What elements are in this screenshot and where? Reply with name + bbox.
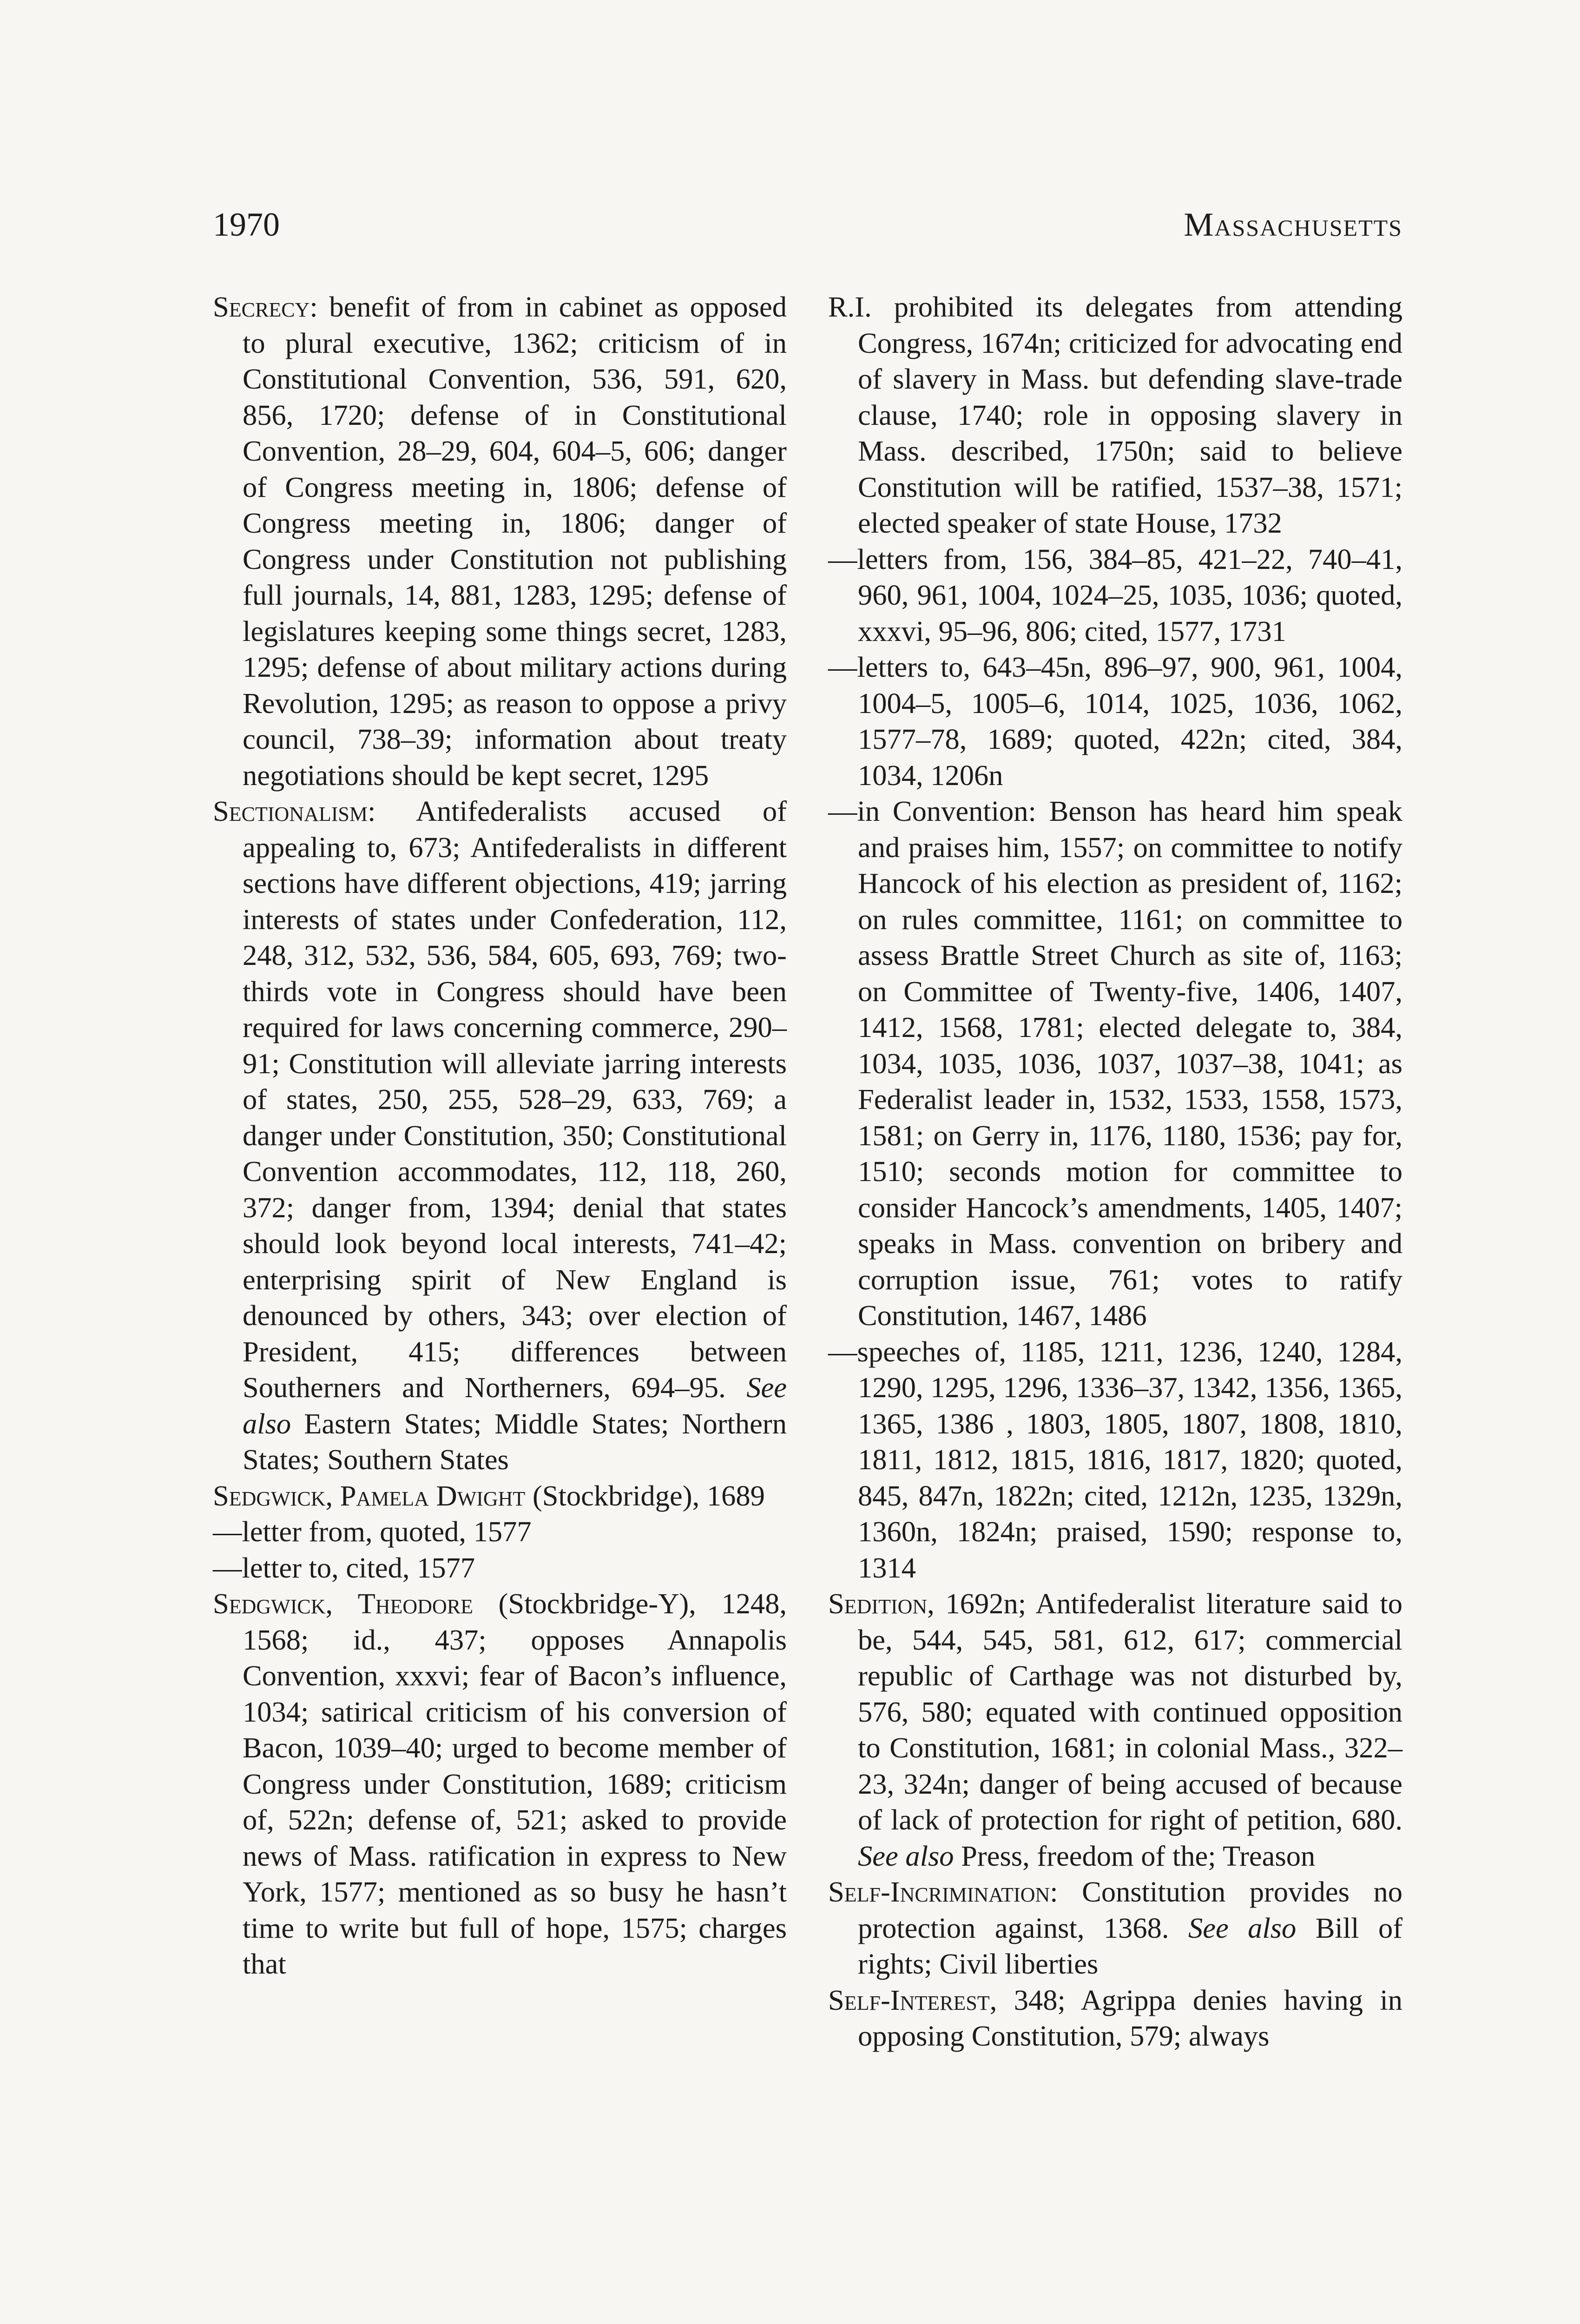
section-title: Massachusetts xyxy=(1184,206,1402,243)
index-subentry: —letter to, cited, 1577 xyxy=(213,1551,475,1584)
entry-headword: Self-Incrimination xyxy=(828,1875,1050,1908)
entry-headword: Secrecy xyxy=(213,290,310,323)
index-entry-secrecy xyxy=(213,289,787,793)
entry-text: , 348; Agrippa denies having in opposing Constitution, 579; always xyxy=(858,1983,1402,2052)
entry-headword: Sedgwick, Pamela Dwight xyxy=(213,1479,526,1512)
entry-headword: Self-Interest xyxy=(828,1983,990,2016)
page-number: 1970 xyxy=(213,206,280,243)
index-subentry-in-convention: —in Convention: Benson has heard him speak and praises him, 1557; on committee to notify Hancock of his election as president of, 1162; on rules committee, 1161; on committee to assess Brattle Street Church as site of, 1163; on Committee of Twenty-five, 1406, 1407, 1412, 1568, 1781; elected delegate to, 384, 1034, 1035, 1036, 1037, 1037–38, 1041; as Federalist leader in, 1532, 1533, 1558, 1573, 1581; on Gerry in, 1176, 1180, 1536; pay for, 1510; seconds motion for committee to consider Hancock’s amendments, 1405, 1407; speaks in Mass. convention on bribery and corruption issue, 761; votes to ratify Constitution, 1467, 1486 xyxy=(828,795,1402,1332)
index-entry-sectionalism xyxy=(213,793,787,1478)
see-also-text: Eastern States; Middle States; Northern States; Southern States xyxy=(243,1407,787,1476)
index-entry-sedition xyxy=(828,1586,1402,1874)
index-subentry-letters-to: —letters to, 643–45n, 896–97, 900, 961, 1004, 1004–5, 1005–6, 1014, 1025, 1036, 1062, 1577–78, 1689; quoted, 422n; cited, 384, 1034, 1206n xyxy=(828,651,1402,792)
left-column xyxy=(213,289,787,1982)
index-subentry-letters-from: —letters from, 156, 384–85, 421–22, 740–41, 960, 961, 1004, 1024–25, 1035, 1036; quoted, xxxvi, 95–96, 806; cited, 1577, 1731 xyxy=(828,542,1402,647)
entry-text: , 1692n; Antifederalist literature said to be, 544, 545, 581, 612, 617; commercial republic of Carthage was not disturbed by, 576, 580; equated with continued opposition to Constitution, 1681; in colonial Mass., 322–23, 324n; danger of being accused of because of lack of protection for right of petition, 680. xyxy=(858,1587,1402,1836)
entry-headword: Sedition xyxy=(828,1587,928,1620)
see-also-label: See also xyxy=(1188,1911,1297,1944)
see-also-label: See also xyxy=(243,1371,787,1440)
index-entry-sedgwick-pamela xyxy=(213,1478,787,1514)
right-column xyxy=(828,289,1402,2054)
entry-headword: Sedgwick, Theodore xyxy=(213,1587,473,1620)
index-entry-self-incrimination xyxy=(828,1874,1402,1982)
entry-text: : Antifederalists accused of appealing to, 673; Antifederalists in different sections have different objections, 419; jarring interests of states under Confederation, 112, 248, 312, 532, 536, 584, 605, 693, 769; two-thirds vote in Congress should have been required for laws concerning commerce, 290–91; Constitution will alleviate jarring interests of states, 250, 255, 528–29, 633, 769; a danger under Constitution, 350; Constitutional Convention accommodates, 112, 118, 260, 372; danger from, 1394; denial that states should look beyond local interests, 741–42; enterprising spirit of New England is denounced by others, 343; over election of President, 415; differences between Southerners and Northerners, 694–95. xyxy=(243,795,787,1404)
index-entry-sedgwick-theodore xyxy=(213,1586,787,1982)
see-also-label: See also xyxy=(858,1839,954,1872)
see-also-text: Press, freedom of the; Treason xyxy=(954,1839,1316,1872)
running-head xyxy=(213,204,1402,245)
entry-text: (Stockbridge), 1689 xyxy=(525,1479,765,1512)
entry-text: (Stockbridge-Y), 1248, 1568; id., 437; opposes Annapolis Convention, xxxvi; fear of Bacon’s influence, 1034; satirical criticism of his conversion of Bacon, 1039–40; urged to become member of Congress under Constitution, 1689; criticism of, 522n; defense of, 521; asked to provide news of Mass. ratification in express to New York, 1577; mentioned as so busy he hasn’t time to write but full of hope, 1575; charges that xyxy=(243,1587,787,1980)
entry-text: : Constitution provides no protection against, 1368. xyxy=(858,1875,1402,1944)
index-subentry: —letter from, quoted, 1577 xyxy=(213,1515,532,1548)
entry-text: : benefit of from in cabinet as opposed to plural executive, 1362; criticism of in Constitutional Convention, 536, 591, 620, 856, 1720; defense of in Constitutional Convention, 28–29, 604, 604–5, 606; danger of Congress meeting in, 1806; defense of Congress meeting in, 1806; danger of Congress under Constitution not publishing full journals, 14, 881, 1283, 1295; defense of legislatures keeping some things secret, 1283, 1295; defense of about military actions during Revolution, 1295; as reason to oppose a privy council, 738–39; information about treaty negotiations should be kept secret, 1295 xyxy=(243,290,787,792)
entry-headword: Sectionalism xyxy=(213,795,368,827)
index-entry-self-interest xyxy=(828,1982,1402,2054)
index-subentry-speeches: —speeches of, 1185, 1211, 1236, 1240, 1284, 1290, 1295, 1296, 1336–37, 1342, 1356, 1365, 1365, 1386 , 1803, 1805, 1807, 1808, 1810, 1811, 1812, 1815, 1816, 1817, 1820; quoted, 845, 847n, 1822n; cited, 1212n, 1235, 1329n, 1360n, 1824n; praised, 1590; response to, 1314 xyxy=(828,1335,1402,1584)
see-also-text: Bill of rights; Civil liberties xyxy=(858,1911,1403,1980)
index-entry-continuation: R.I. prohibited its delegates from attending Congress, 1674n; criticized for advocating end of slavery in Mass. but defending slave-trade clause, 1740; role in opposing slavery in Mass. described, 1750n; said to believe Constitution will be ratified, 1537–38, 1571; elected speaker of state House, 1732 xyxy=(828,290,1402,539)
